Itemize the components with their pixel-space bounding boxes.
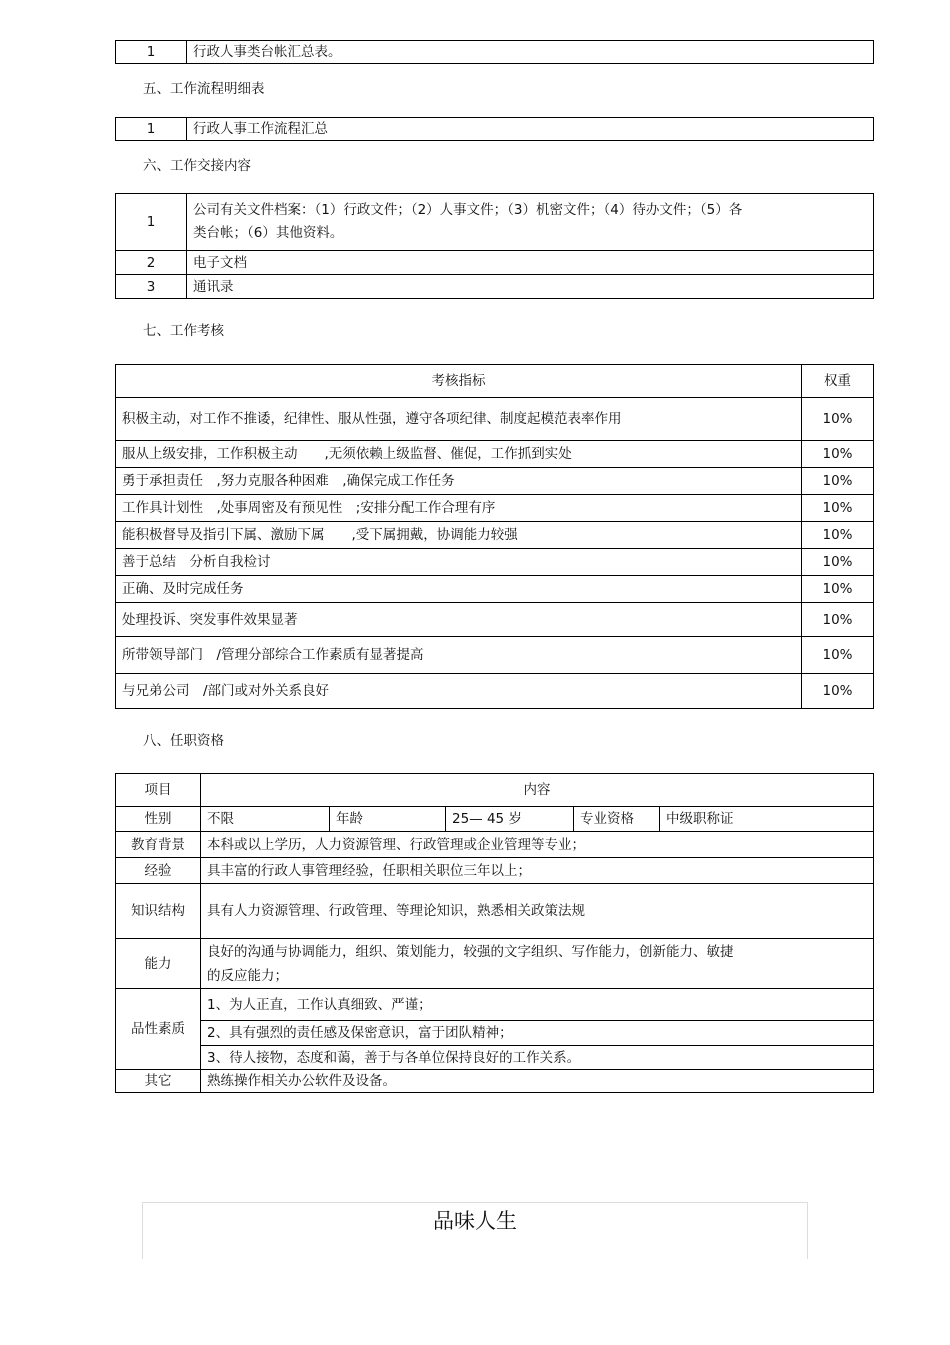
weight-value: 10% bbox=[802, 637, 874, 674]
table-row bbox=[116, 989, 874, 1021]
indicator-text: 正确、及时完成任务 bbox=[116, 576, 802, 603]
table-row bbox=[116, 674, 874, 709]
ledger-text: 行政人事类台帐汇总表。 bbox=[187, 41, 874, 64]
section8-heading: 八、任职资格 bbox=[143, 733, 224, 749]
other-value: 熟练操作相关办公软件及设备。 bbox=[201, 1070, 874, 1093]
weight-value: 10% bbox=[802, 674, 874, 709]
handover-text: 电子文档 bbox=[187, 251, 874, 275]
footer-box bbox=[142, 1202, 808, 1259]
age-label: 年龄 bbox=[330, 807, 446, 832]
ability-line2: 的反应能力； bbox=[207, 967, 288, 984]
gender-value: 不限 bbox=[201, 807, 330, 832]
indicator-text: 勇于承担责任 ,努力克服各种困难 ,确保完成工作任务 bbox=[116, 468, 802, 495]
weight-value: 10% bbox=[802, 468, 874, 495]
table-row bbox=[116, 398, 874, 441]
character-item: 3、待人接物，态度和蔼，善于与各单位保持良好的工作关系。 bbox=[201, 1046, 874, 1070]
table-row bbox=[116, 1021, 874, 1046]
character-label: 品性素质 bbox=[116, 989, 201, 1070]
ability-line1: 良好的沟通与协调能力，组织、策划能力，较强的文字组织、写作能力，创新能力、敏捷 bbox=[207, 943, 734, 960]
table-row bbox=[116, 858, 874, 884]
age-value: 25— 45 岁 bbox=[446, 807, 574, 832]
qualification-value: 中级职称证 bbox=[660, 807, 874, 832]
weight-value: 10% bbox=[802, 576, 874, 603]
table-row bbox=[116, 468, 874, 495]
header-weight: 权重 bbox=[802, 365, 874, 398]
education-value: 本科或以上学历，人力资源管理、行政管理或企业管理等专业； bbox=[201, 832, 874, 858]
section5-heading: 五、工作流程明细表 bbox=[143, 81, 265, 97]
indicator-text: 能积极督导及指引下属、激励下属 ,受下属拥戴，协调能力较强 bbox=[116, 522, 802, 549]
weight-value: 10% bbox=[802, 603, 874, 637]
table-row bbox=[116, 522, 874, 549]
workflow-table bbox=[115, 117, 874, 141]
table-row bbox=[116, 807, 874, 832]
header-item: 项目 bbox=[116, 774, 201, 807]
indicator-text: 所带领导部门 /管理分部综合工作素质有显著提高 bbox=[116, 637, 802, 674]
table-row bbox=[116, 939, 874, 989]
handover-table bbox=[115, 193, 874, 299]
indicator-text: 服从上级安排，工作积极主动 ,无须依赖上级监督、催促，工作抓到实处 bbox=[116, 441, 802, 468]
weight-value: 10% bbox=[802, 522, 874, 549]
header-content: 内容 bbox=[201, 774, 874, 807]
handover-text-line1: 公司有关文件档案：（1）行政文件；（2）人事文件；（3）机密文件；（4）待办文件；（5）各 bbox=[193, 202, 743, 218]
table-row bbox=[116, 832, 874, 858]
indicator-text: 与兄弟公司 /部门或对外关系良好 bbox=[116, 674, 802, 709]
ledger-table bbox=[115, 40, 874, 64]
weight-value: 10% bbox=[802, 441, 874, 468]
indicator-text: 处理投诉、突发事件效果显著 bbox=[116, 603, 802, 637]
gender-label: 性别 bbox=[116, 807, 201, 832]
table-row bbox=[116, 275, 874, 299]
knowledge-label: 知识结构 bbox=[116, 884, 201, 939]
other-label: 其它 bbox=[116, 1070, 201, 1093]
indicator-text: 善于总结 分析自我检讨 bbox=[116, 549, 802, 576]
table-row bbox=[116, 637, 874, 674]
qualification-table bbox=[115, 773, 874, 1093]
character-item: 1、为人正直，工作认真细致、严谨； bbox=[201, 989, 874, 1021]
row-number: 3 bbox=[116, 275, 187, 299]
table-row bbox=[116, 441, 874, 468]
table-row bbox=[116, 603, 874, 637]
qualification-label: 专业资格 bbox=[574, 807, 660, 832]
table-row bbox=[116, 549, 874, 576]
workflow-text: 行政人事工作流程汇总 bbox=[187, 118, 874, 141]
row-number: 1 bbox=[116, 194, 187, 251]
table-row bbox=[116, 251, 874, 275]
experience-value: 具丰富的行政人事管理经验，任职相关职位三年以上； bbox=[201, 858, 874, 884]
weight-value: 10% bbox=[802, 549, 874, 576]
row-number: 1 bbox=[116, 118, 187, 141]
table-row bbox=[116, 1046, 874, 1070]
table-row bbox=[116, 884, 874, 939]
weight-value: 10% bbox=[802, 495, 874, 522]
experience-label: 经验 bbox=[116, 858, 201, 884]
character-item: 2、具有强烈的责任感及保密意识，富于团队精神； bbox=[201, 1021, 874, 1046]
header-indicator: 考核指标 bbox=[116, 365, 802, 398]
table-header-row bbox=[116, 774, 874, 807]
assessment-table bbox=[115, 364, 874, 709]
footer-text: 品味人生 bbox=[433, 1209, 517, 1233]
indicator-text: 积极主动，对工作不推诿，纪律性、服从性强，遵守各项纪律、制度起模范表率作用 bbox=[116, 398, 802, 441]
knowledge-value: 具有人力资源管理、行政管理、等理论知识，熟悉相关政策法规 bbox=[201, 884, 874, 939]
education-label: 教育背景 bbox=[116, 832, 201, 858]
section7-heading: 七、工作考核 bbox=[143, 323, 224, 339]
ability-label: 能力 bbox=[116, 939, 201, 989]
weight-value: 10% bbox=[802, 398, 874, 441]
handover-text-line2: 类台帐；（6）其他资料。 bbox=[193, 225, 344, 241]
handover-text: 通讯录 bbox=[187, 275, 874, 299]
row-number: 1 bbox=[116, 41, 187, 64]
table-row bbox=[116, 1070, 874, 1093]
indicator-text: 工作具计划性 ,处事周密及有预见性 ;安排分配工作合理有序 bbox=[116, 495, 802, 522]
table-header-row bbox=[116, 365, 874, 398]
row-number: 2 bbox=[116, 251, 187, 275]
table-row bbox=[116, 576, 874, 603]
table-row bbox=[116, 495, 874, 522]
table-row bbox=[116, 194, 874, 251]
section6-heading: 六、工作交接内容 bbox=[143, 158, 251, 174]
